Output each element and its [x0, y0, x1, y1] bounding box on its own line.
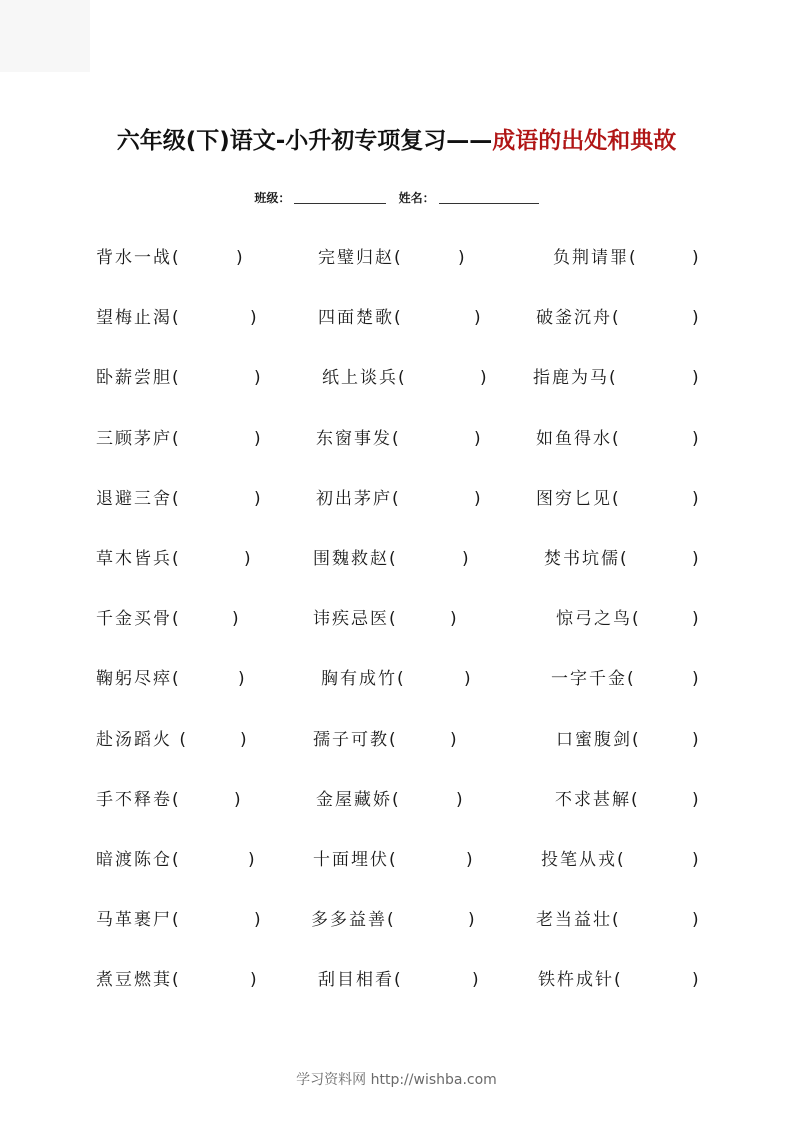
idiom-row: [0, 423, 793, 483]
idiom-text: 讳疾忌医(: [313, 609, 398, 630]
idiom-text: 围魏救赵(: [313, 548, 398, 569]
idiom-item: [555, 784, 701, 816]
answer-close-paren[interactable]: ): [248, 849, 257, 870]
idiom-item: [313, 724, 459, 756]
idiom-text: 背水一战(: [96, 248, 181, 268]
idiom-item: [96, 663, 247, 695]
idiom-item: [96, 302, 259, 334]
footer-source: 学习资料网 http://wishba.com: [296, 1072, 497, 1088]
idiom-item: [311, 904, 477, 936]
idiom-item: [318, 242, 467, 274]
class-label: 班级：: [254, 191, 291, 205]
answer-close-paren[interactable]: ): [458, 248, 467, 268]
answer-close-paren[interactable]: ): [244, 548, 253, 569]
answer-close-paren[interactable]: ): [692, 910, 701, 931]
idiom-row: [0, 964, 793, 1024]
idiom-text: 东窗事发(: [316, 428, 401, 449]
name-label: 姓名：: [398, 191, 435, 205]
answer-close-paren[interactable]: ): [692, 669, 701, 690]
idiom-text: 赴汤蹈火 (: [96, 729, 189, 750]
answer-close-paren[interactable]: ): [234, 789, 243, 810]
idiom-item: [313, 543, 471, 575]
idiom-text: 望梅止渴(: [96, 308, 181, 329]
answer-close-paren[interactable]: ): [692, 729, 701, 750]
idiom-text: 胸有成竹(: [321, 669, 406, 690]
idiom-row: [0, 724, 793, 784]
answer-close-paren[interactable]: ): [474, 488, 483, 509]
idiom-item: [318, 302, 483, 334]
idiom-row: [0, 603, 793, 663]
idiom-item: [96, 724, 249, 756]
answer-close-paren[interactable]: ): [692, 548, 701, 569]
idiom-item: [316, 784, 465, 816]
answer-close-paren[interactable]: ): [456, 789, 465, 810]
idiom-text: 铁杵成针(: [538, 970, 623, 991]
idiom-item: [536, 483, 701, 515]
title-accent: 成语的出处和典故: [492, 128, 677, 154]
idiom-row: [0, 483, 793, 543]
idiom-item: [96, 362, 263, 394]
page-corner-shade: [0, 0, 90, 72]
idiom-item: [316, 483, 483, 515]
idiom-item: [96, 242, 245, 274]
idiom-item: [96, 483, 263, 515]
answer-close-paren[interactable]: ): [692, 488, 701, 509]
answer-close-paren[interactable]: ): [240, 729, 249, 750]
idiom-item: [96, 844, 257, 876]
idiom-text: 卧薪尝胆(: [96, 368, 181, 389]
answer-close-paren[interactable]: ): [450, 729, 459, 750]
idiom-text: 十面埋伏(: [313, 849, 398, 870]
idiom-text: 指鹿为马(: [533, 368, 618, 389]
class-blank[interactable]: [294, 203, 386, 204]
idiom-item: [322, 362, 489, 394]
idiom-row: [0, 362, 793, 422]
idiom-item: [538, 964, 701, 996]
idiom-item: [556, 603, 701, 635]
idiom-text: 退避三舍(: [96, 488, 181, 509]
idiom-text: 不求甚解(: [555, 789, 640, 810]
answer-close-paren[interactable]: ): [464, 669, 473, 690]
idiom-text: 千金买骨(: [96, 609, 181, 630]
idiom-item: [316, 423, 483, 455]
idiom-row: [0, 663, 793, 723]
answer-close-paren[interactable]: ): [250, 970, 259, 991]
idiom-text: 投笔从戎(: [541, 849, 626, 870]
idiom-row: [0, 784, 793, 844]
idiom-text: 刮目相看(: [318, 970, 403, 991]
idiom-text: 图穷匕见(: [536, 488, 621, 509]
idiom-text: 三顾茅庐(: [96, 428, 181, 449]
idiom-item: [321, 663, 473, 695]
answer-close-paren[interactable]: ): [254, 368, 263, 389]
idiom-row: [0, 543, 793, 603]
idiom-item: [96, 423, 263, 455]
title-dash: ——: [446, 128, 493, 154]
idiom-item: [313, 844, 475, 876]
name-blank[interactable]: [439, 203, 539, 204]
idiom-item: [96, 964, 259, 996]
answer-close-paren[interactable]: ): [468, 910, 477, 931]
idiom-item: [556, 724, 701, 756]
page-title: [0, 122, 793, 155]
idiom-item: [541, 844, 701, 876]
idiom-text: 草木皆兵(: [96, 548, 181, 569]
idiom-text: 破釜沉舟(: [536, 308, 621, 329]
answer-close-paren[interactable]: ): [254, 488, 263, 509]
idiom-grid: [0, 242, 793, 1024]
idiom-text: 鞠躬尽瘁(: [96, 669, 181, 690]
idiom-text: 初出茅庐(: [316, 488, 401, 509]
idiom-text: 四面楚歌(: [318, 308, 403, 329]
answer-close-paren[interactable]: ): [474, 308, 483, 329]
idiom-item: [536, 904, 701, 936]
idiom-item: [536, 423, 701, 455]
idiom-text: 多多益善(: [311, 910, 396, 931]
answer-close-paren[interactable]: ): [232, 609, 241, 630]
answer-close-paren[interactable]: ): [480, 368, 489, 389]
answer-close-paren[interactable]: ): [692, 308, 701, 329]
answer-close-paren[interactable]: ): [254, 428, 263, 449]
answer-close-paren[interactable]: ): [474, 428, 483, 449]
idiom-text: 煮豆燃萁(: [96, 970, 181, 991]
answer-close-paren[interactable]: ): [472, 970, 481, 991]
idiom-text: 负荆请罪(: [553, 248, 638, 268]
idiom-item: [313, 603, 459, 635]
idiom-row: [0, 242, 793, 302]
idiom-row: [0, 302, 793, 362]
idiom-text: 马革裹尸(: [96, 910, 181, 931]
idiom-text: 一字千金(: [551, 669, 636, 690]
idiom-text: 如鱼得水(: [536, 428, 621, 449]
idiom-row: [0, 844, 793, 904]
answer-close-paren[interactable]: ): [236, 248, 245, 268]
student-info-row: [0, 189, 793, 206]
answer-close-paren[interactable]: ): [692, 849, 701, 870]
answer-close-paren[interactable]: ): [254, 910, 263, 931]
answer-close-paren[interactable]: ): [692, 248, 701, 268]
title-main: 六年级(下)语文-小升初专项复习: [116, 128, 447, 154]
idiom-item: [318, 964, 481, 996]
idiom-item: [551, 663, 701, 695]
idiom-row: [0, 904, 793, 964]
answer-close-paren[interactable]: ): [466, 849, 475, 870]
idiom-text: 焚书坑儒(: [544, 548, 629, 569]
idiom-text: 孺子可教(: [313, 729, 398, 750]
idiom-text: 手不释卷(: [96, 789, 181, 810]
idiom-text: 惊弓之鸟(: [556, 609, 641, 630]
idiom-text: 金屋藏娇(: [316, 789, 401, 810]
idiom-item: [96, 603, 241, 635]
idiom-item: [96, 543, 253, 575]
answer-close-paren[interactable]: ): [692, 789, 701, 810]
idiom-text: 纸上谈兵(: [322, 368, 407, 389]
idiom-item: [536, 302, 701, 334]
idiom-item: [553, 242, 701, 274]
idiom-text: 完璧归赵(: [318, 248, 403, 268]
idiom-item: [544, 543, 701, 575]
idiom-item: [533, 362, 701, 394]
idiom-text: 暗渡陈仓(: [96, 849, 181, 870]
idiom-item: [96, 784, 243, 816]
answer-close-paren[interactable]: ): [692, 970, 701, 991]
answer-close-paren[interactable]: ): [692, 368, 701, 389]
idiom-text: 口蜜腹剑(: [556, 729, 641, 750]
answer-close-paren[interactable]: ): [238, 669, 247, 690]
answer-close-paren[interactable]: ): [692, 609, 701, 630]
idiom-text: 老当益壮(: [536, 910, 621, 931]
answer-close-paren[interactable]: ): [450, 609, 459, 630]
answer-close-paren[interactable]: ): [250, 308, 259, 329]
idiom-item: [96, 904, 263, 936]
answer-close-paren[interactable]: ): [462, 548, 471, 569]
answer-close-paren[interactable]: ): [692, 428, 701, 449]
